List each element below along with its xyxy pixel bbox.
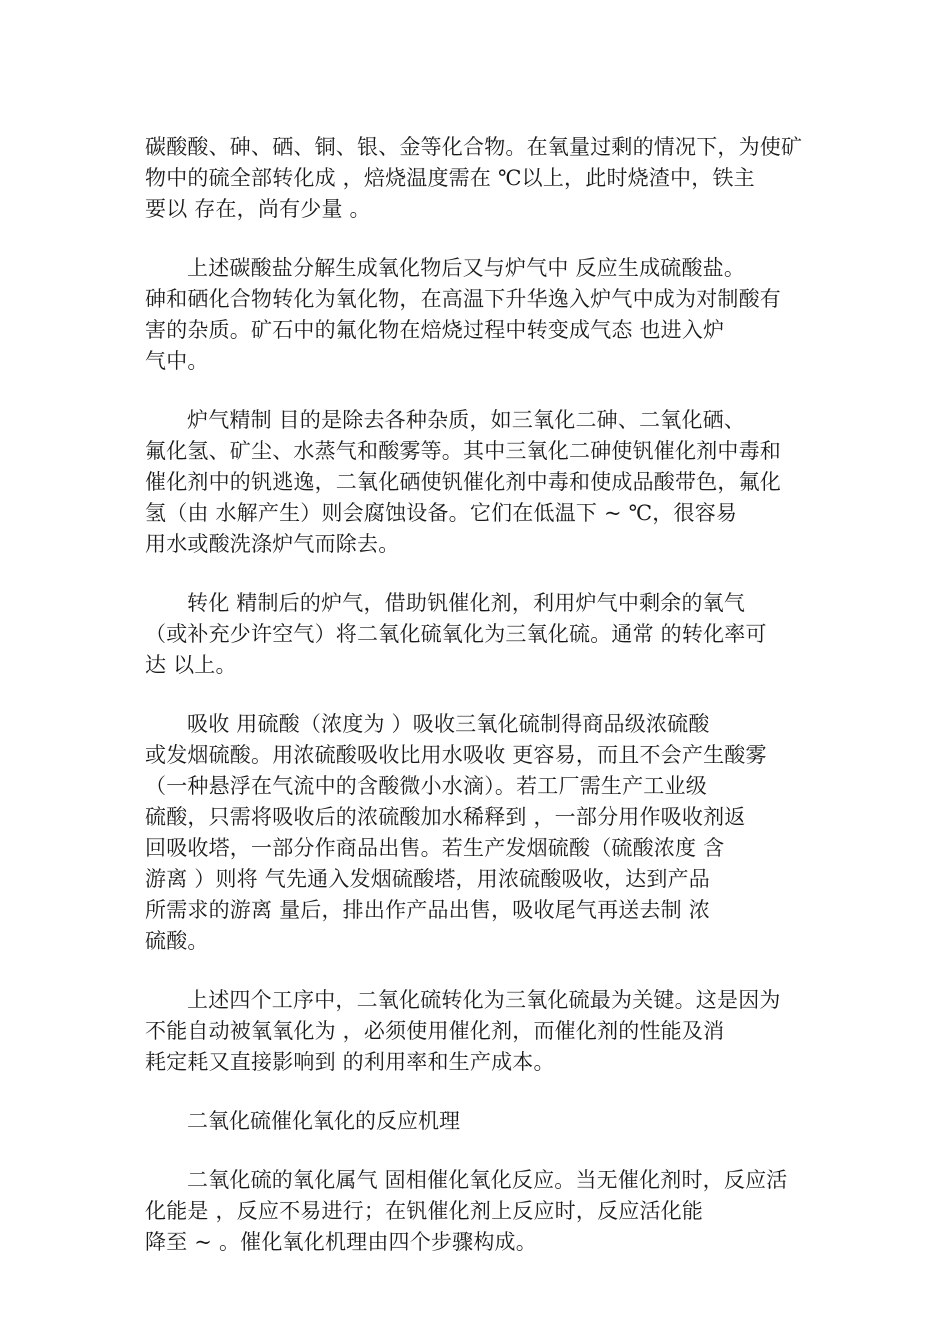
text-line: 砷和硒化合物转化为氧化物，在高温下升华逸入炉气中成为对制酸有 <box>145 287 781 311</box>
paragraph-final <box>145 1165 813 1258</box>
paragraph-1 <box>145 132 813 225</box>
text-line: 氢（由 水解产生）则会腐蚀设备。它们在低温下 ~ ℃，很容易 <box>145 501 738 525</box>
text-line: 碳酸酸、砷、硒、铜、银、金等化合物。在氧量过剩的情况下，为使矿 <box>145 135 803 159</box>
text-line: 物中的硫全部转化成 ，焙烧温度需在 ℃以上，此时烧渣中，铁主 <box>145 166 755 190</box>
paragraph-2 <box>145 253 813 377</box>
text-line: 硫酸，只需将吸收后的浓硫酸加水稀释到 ，一部分用作吸收剂返 <box>145 805 746 829</box>
text-line: 所需求的游离 量后，排出作产品出售，吸收尾气再送去制 浓 <box>145 898 710 922</box>
text-line: 游离 ）则将 气先通入发烟硫酸塔，用浓硫酸吸收，达到产品 <box>145 867 710 891</box>
text-line: （一种悬浮在气流中的含酸微小水滴）。若工厂需生产工业级 <box>145 774 707 798</box>
text-line: 催化剂中的钒逃逸，二氧化硒使钒催化剂中毒和使成品酸带色，氟化 <box>145 470 781 494</box>
text-line: 耗定耗又直接影响到 的利用率和生产成本。 <box>145 1050 555 1074</box>
text-line: 上述四个工序中，二氧化硫转化为三氧化硫最为关键。这是因为 <box>187 988 781 1012</box>
text-line: 用水或酸洗涤炉气而除去。 <box>145 532 400 556</box>
text-line: 降至 ~ 。催化氧化机理由四个步骤构成。 <box>145 1230 537 1254</box>
text-line: 二氧化硫的氧化属气 固相催化氧化反应。当无催化剂时，反应活 <box>187 1168 788 1192</box>
text-line: 吸收 用硫酸（浓度为 ）吸收三氧化硫制得商品级浓硫酸 <box>187 712 710 736</box>
paragraph-6 <box>145 985 813 1078</box>
text-line: 或发烟硫酸。用浓硫酸吸收比用水吸收 更容易，而且不会产生酸雾 <box>145 743 767 767</box>
text-line: 炉气精制 目的是除去各种杂质，如三氧化二砷、二氧化硒、 <box>187 408 746 432</box>
text-line: （或补充少许空气）将二氧化硫氧化为三氧化硫。通常 的转化率可 <box>145 622 767 646</box>
text-line: 不能自动被氧氧化为 ，必须使用催化剂，而催化剂的性能及消 <box>145 1019 725 1043</box>
text-line: 气中。 <box>145 349 209 373</box>
text-line: 达 以上。 <box>145 653 237 677</box>
document-page <box>145 132 813 1286</box>
text-line: 转化 精制后的炉气，借助钒催化剂，利用炉气中剩余的氧气 <box>187 591 746 615</box>
paragraph-4 <box>145 588 813 681</box>
text-line: 回吸收塔，一部分作商品出售。若生产发烟硫酸（硫酸浓度 含 <box>145 836 725 860</box>
text-line: 硫酸。 <box>145 929 209 953</box>
text-line: 要以 存在，尚有少量 。 <box>145 197 371 221</box>
text-line: 化能是 ，反应不易进行；在钒催化剂上反应时，反应活化能 <box>145 1199 704 1223</box>
text-line: 上述碳酸盐分解生成氧化物后又与炉气中 反应生成硫酸盐。 <box>187 256 746 280</box>
section-heading: 二氧化硫催化氧化的反应机理 <box>187 1109 460 1133</box>
paragraph-5 <box>145 709 813 957</box>
text-line: 害的杂质。矿石中的氟化物在焙烧过程中转变成气态 也进入炉 <box>145 318 725 342</box>
paragraph-3 <box>145 405 813 560</box>
text-line: 氟化氢、矿尘、水蒸气和酸雾等。其中三氧化二砷使钒催化剂中毒和 <box>145 439 781 463</box>
